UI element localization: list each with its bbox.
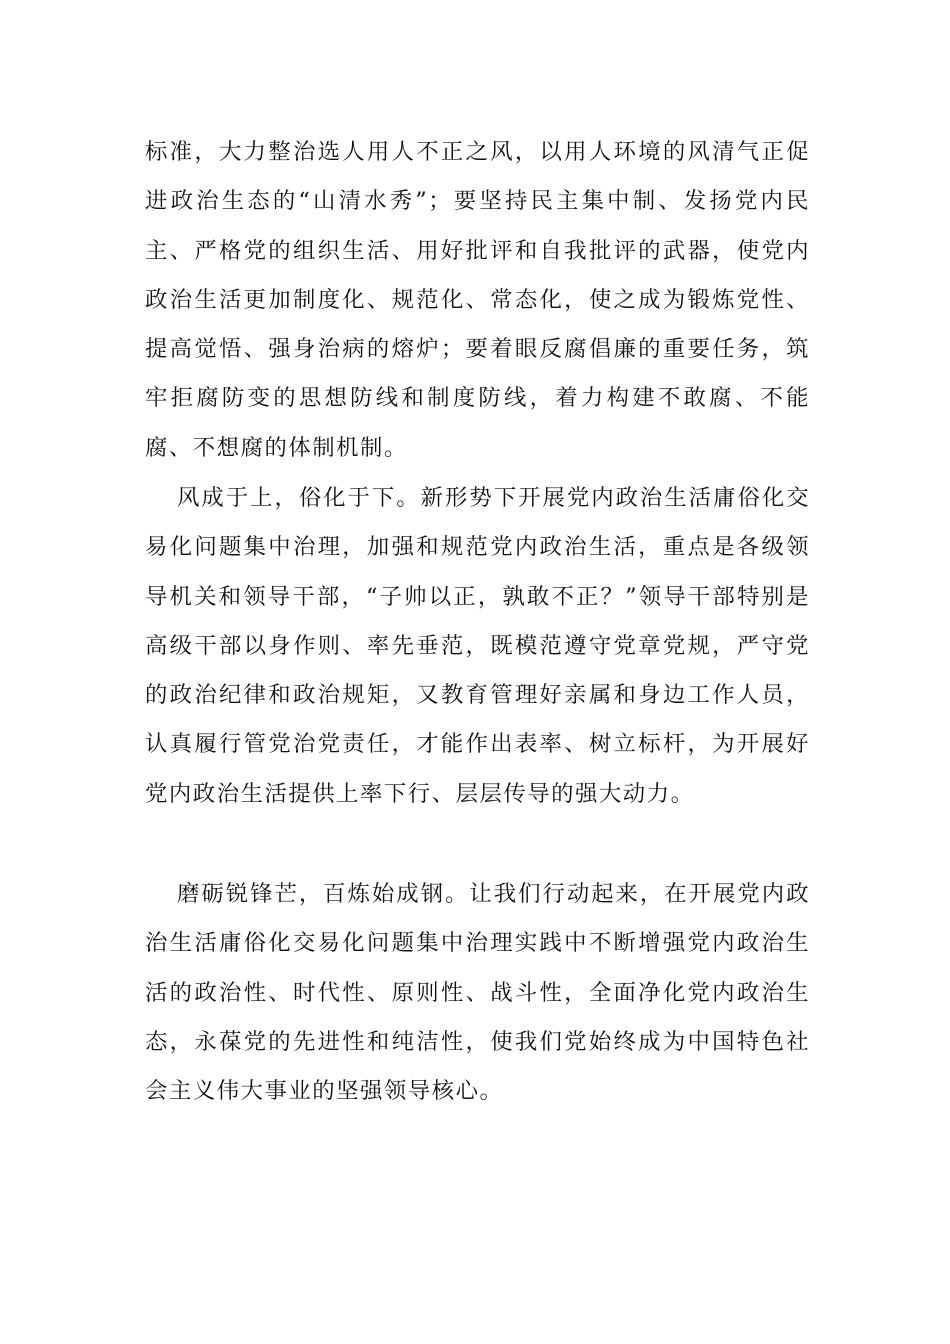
paragraph-1: 标准，大力整治选人用人不正之风，以用人环境的风清气正促进政治生态的“山清水秀”；要坚持民主集中制、发扬党内民主、严格党的组织生活、用好批评和自我批评的武器，使党内政治生活更加制度化、规范化、常态化，使之成为锻炼党性、提高觉悟、强身治病的熔炉；要着眼反腐倡廉的重要任务，筑牢拒腐防变的思想防线和制度防线，着力构建不敢腐、不能腐、不想腐的体制机制。 [145,139,810,461]
paragraph-2: 风成于上，俗化于下。新形势下开展党内政治生活庸俗化交易化问题集中治理，加强和规范党内政治生活，重点是各级领导机关和领导干部，“子帅以正，孰敢不正？”领导干部特别是高级干部以身作则、率先垂范，既模范遵守党章党规，严守党的政治纪律和政治规矩，又教育管理好亲属和身边工作人员，认真履行管党治党责任，才能作出表率、树立标杆，为开展好党内政治生活提供上率下行、层层传导的强大动力。 [145,485,810,807]
paragraph-3: 磨砺锐锋芒，百炼始成钢。让我们行动起来，在开展党内政治生活庸俗化交易化问题集中治理实践中不断增强党内政治生活的政治性、时代性、原则性、战斗性，全面净化党内政治生态，永葆党的先进性和纯洁性，使我们党始终成为中国特色社会主义伟大事业的坚强领导核心。 [145,881,810,1105]
